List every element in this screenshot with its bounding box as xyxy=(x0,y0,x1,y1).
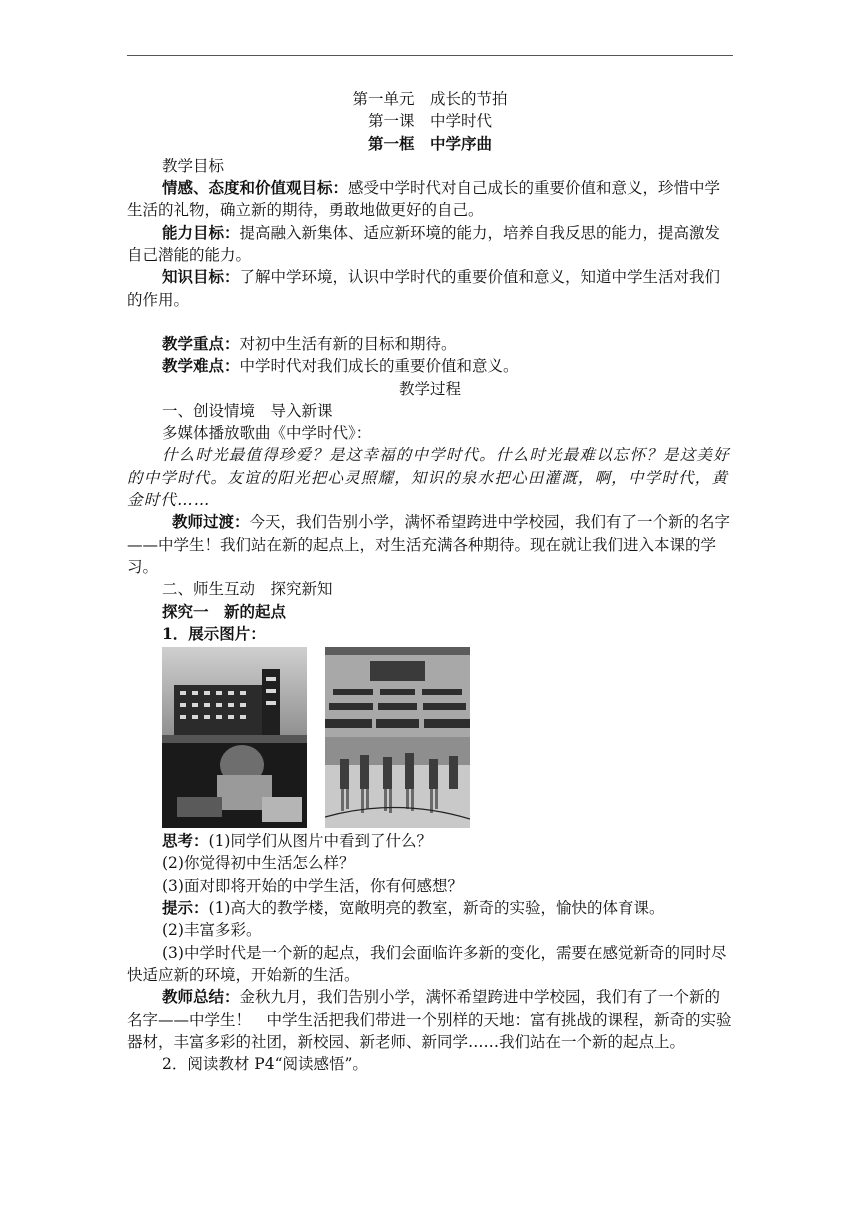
goal-knowledge-text: 了解中学环境，认识中学时代的重要价值和意义，知道中学生活对我们的作用。 xyxy=(127,268,721,309)
key-point-label: 教学重点： xyxy=(162,333,240,353)
think-q1 xyxy=(127,830,733,852)
explore-1-heading: 探究一 新的起点 xyxy=(162,601,287,621)
transition-text: 今天，我们告别小学，满怀希望跨进中学校园，我们有了一个新的名字——中学生！我们站在新的起点上，对生活充满各种期待。现在就让我们进入本课的学习。 xyxy=(127,513,731,576)
document-body xyxy=(127,88,733,1075)
photo-classroom-and-sports xyxy=(325,647,470,828)
think-label: 思考： xyxy=(162,831,209,851)
photo-collage xyxy=(162,647,733,830)
hint-1 xyxy=(127,897,733,919)
transition-label: 教师过渡： xyxy=(172,512,250,532)
goal-emotion-text: 感受中学时代对自己成长的重要价值和意义，珍惜中学生活的礼物，确立新的期待，勇敢地做更好的自己。 xyxy=(127,179,721,220)
frame-title: 第一框 中学序曲 xyxy=(367,133,492,153)
teacher-transition xyxy=(127,511,733,578)
section-2-heading: 二、师生互动 探究新知 xyxy=(162,580,333,599)
media-line: 多媒体播放歌曲《中学时代》： xyxy=(162,424,372,443)
song-lyrics: 什么时光最值得珍爱？是这幸福的中学时代。什么时光最难以忘怀？是这美好的中学时代。友谊的阳光把心灵照耀，知识的泉水把心田灌溉，啊，中学时代，黄金时代…… xyxy=(127,446,730,510)
process-heading: 教学过程 xyxy=(398,379,461,398)
lesson-title: 第一课 中学时代 xyxy=(367,112,492,131)
key-point-text: 对初中生活有新的目标和期待。 xyxy=(239,334,457,353)
goal-ability-text: 提高融入新集体、适应新环境的能力，培养自我反思的能力，提高激发自己潜能的能力。 xyxy=(127,223,721,265)
goal-ability-label: 能力目标： xyxy=(162,222,240,242)
teacher-summary xyxy=(127,986,733,1053)
key-point xyxy=(127,333,733,355)
hint-1-text: (1)高大的教学楼，宽敞明亮的教室，新奇的实验，愉快的体育课。 xyxy=(208,899,665,918)
summary-text: 金秋九月，我们告别小学，满怀希望跨进中学校园，我们有了一个新的名字——中学生！ 中学生活把我们带进一个别样的天地：富有挑战的课程，新奇的实验器材，丰富多彩的社团，新校园、新老师、新同学……我们站在一个新的起点上。 xyxy=(127,988,732,1051)
hint-label: 提示： xyxy=(162,898,209,918)
step-1: 1．展示图片： xyxy=(162,623,266,643)
section-1-heading: 一、创设情境 导入新课 xyxy=(162,401,333,420)
goals-heading: 教学目标 xyxy=(162,156,225,175)
hint-2: (2)丰富多彩。 xyxy=(162,921,262,940)
unit-title: 第一单元 成长的节拍 xyxy=(352,90,508,108)
photo-building-and-lab xyxy=(162,647,307,828)
step-2: 2．阅读教材 P4“阅读感悟”。 xyxy=(162,1055,368,1074)
goal-emotion-label: 情感、态度和价值观目标： xyxy=(162,178,349,198)
think-q3: (3)面对即将开始的中学生活，你有何感想？ xyxy=(162,876,463,895)
think-q2: (2)你觉得初中生活怎么样？ xyxy=(162,854,355,873)
hint-3: (3)中学时代是一个新的起点，我们会面临许多新的变化，需要在感觉新奇的同时尽快适应新的环境，开始新的生活。 xyxy=(127,943,727,984)
summary-label: 教师总结： xyxy=(162,987,240,1007)
difficulty-point xyxy=(127,355,733,377)
goal-ability xyxy=(127,222,733,267)
difficulty-text: 中学时代对我们成长的重要价值和意义。 xyxy=(239,357,519,376)
difficulty-label: 教学难点： xyxy=(162,356,240,376)
goal-emotion xyxy=(127,177,733,222)
header-rule xyxy=(127,55,733,56)
goal-knowledge-label: 知识目标： xyxy=(162,267,240,287)
goal-knowledge xyxy=(127,266,733,311)
think-q1-text: (1)同学们从图片中看到了什么？ xyxy=(208,832,432,851)
